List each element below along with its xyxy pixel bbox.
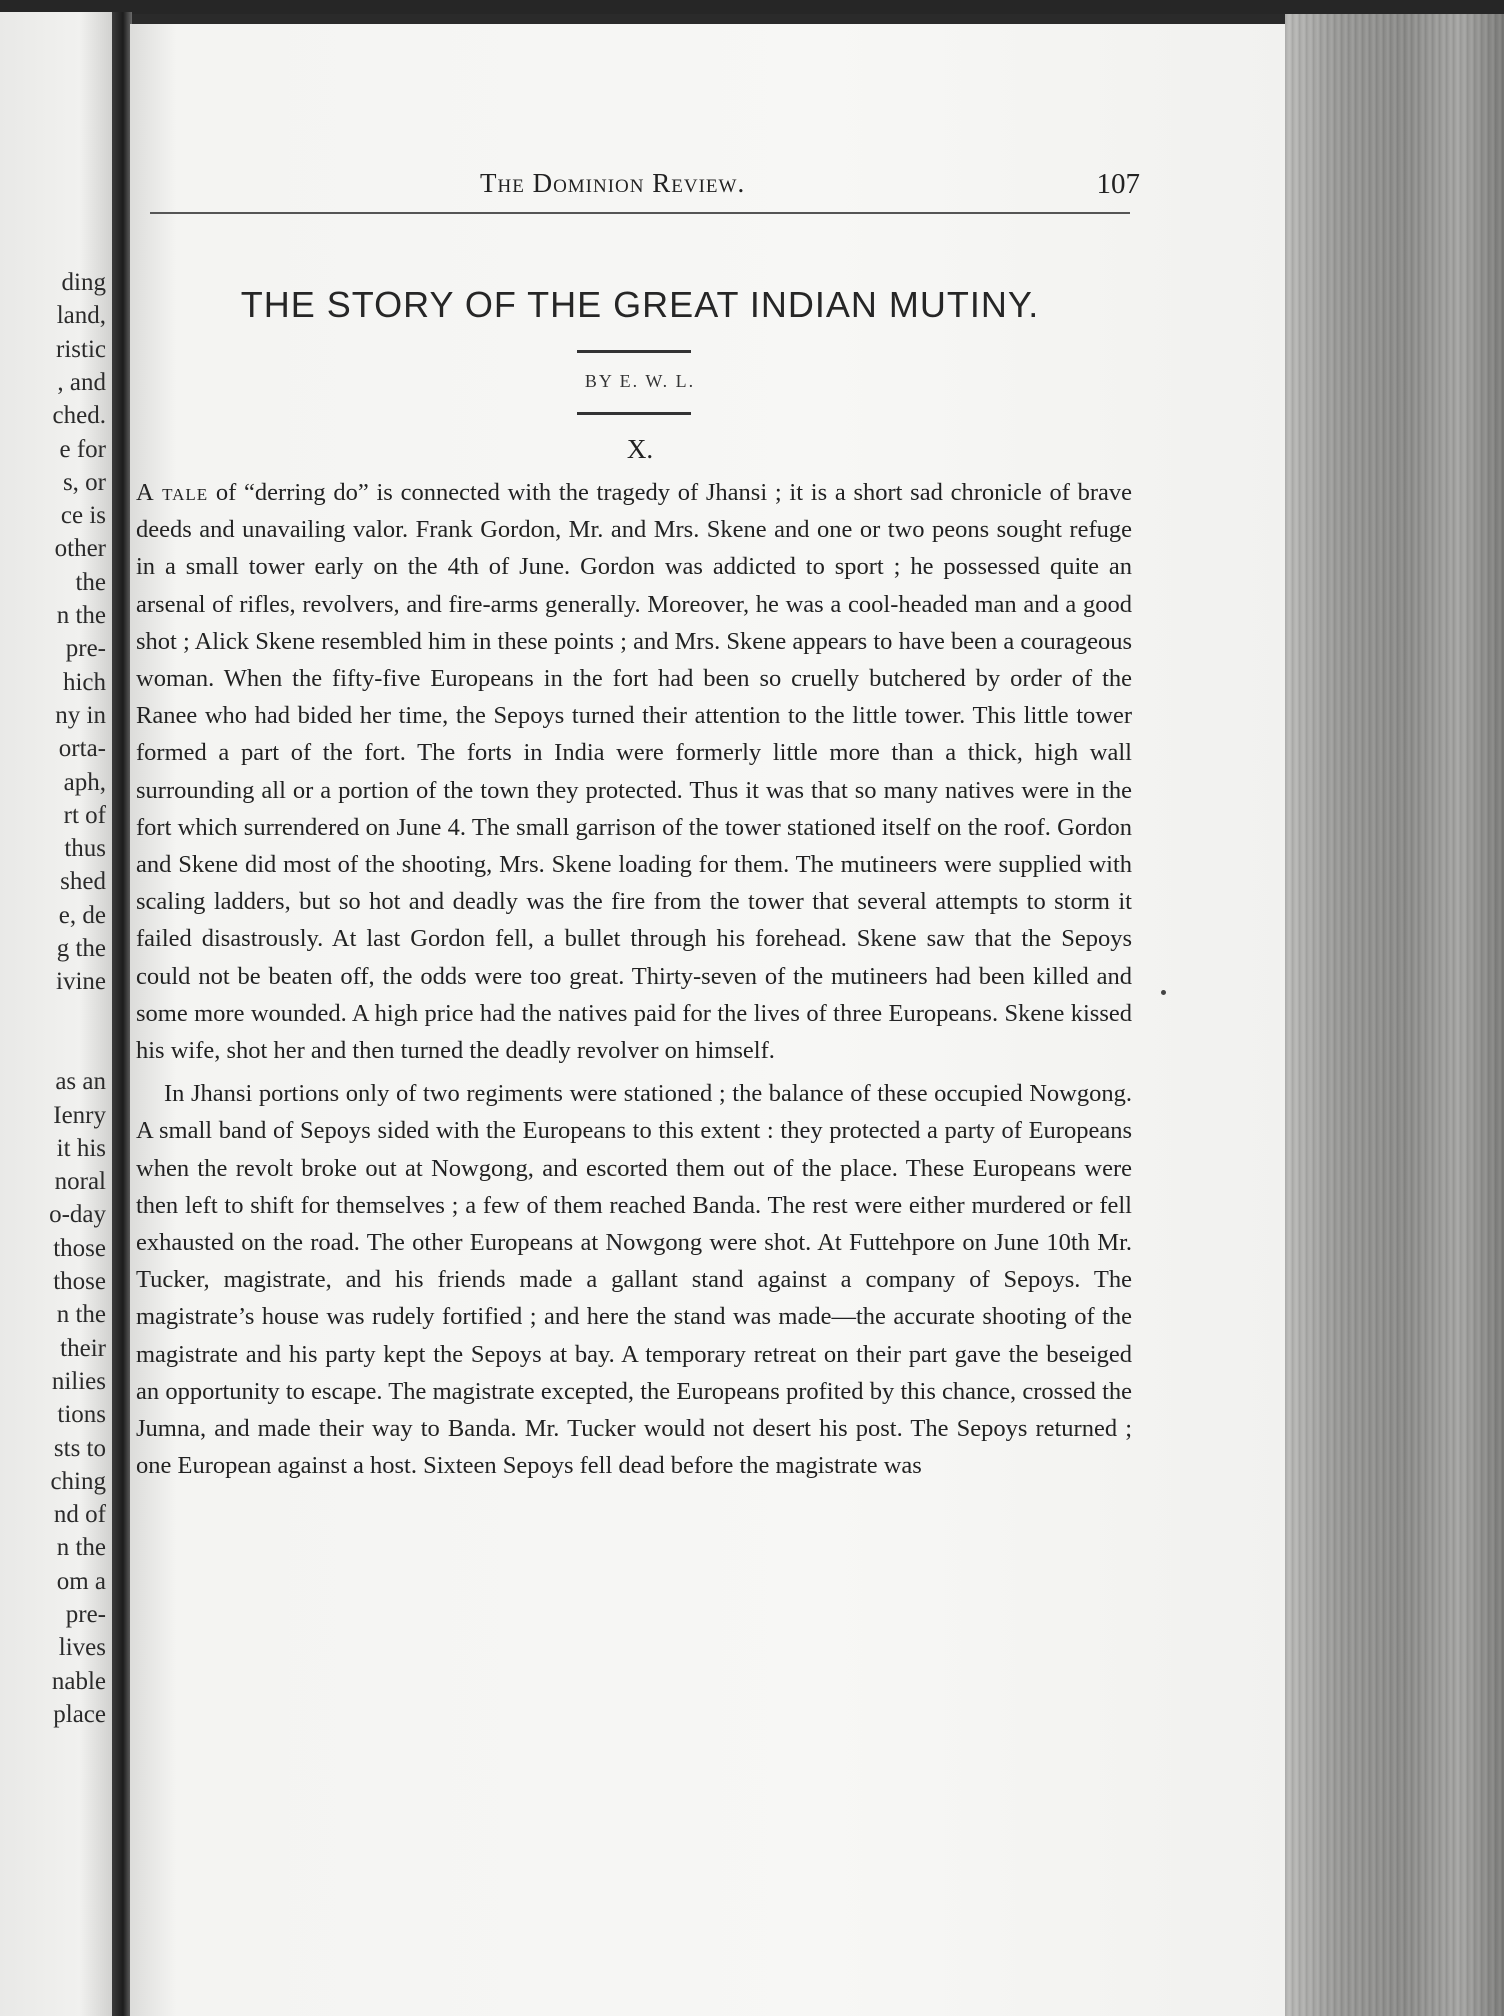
left-page-fragment: their xyxy=(60,1334,106,1362)
left-page-fragment: pre- xyxy=(65,1601,106,1628)
left-page-fragment: o-day xyxy=(49,1201,106,1229)
left-page-fragment: it his xyxy=(56,1134,106,1162)
left-page-fragment: other xyxy=(54,535,106,563)
left-page-fragment: sts to xyxy=(53,1434,106,1462)
left-facing-page xyxy=(0,12,114,2016)
left-page-fragment: ivine xyxy=(56,968,106,996)
article-title: THE STORY OF THE GREAT INDIAN MUTINY. xyxy=(240,284,1040,325)
page-number: 107 xyxy=(1096,168,1140,200)
paragraph-2: In Jhansi portions only of two regiments were stationed ; the balance of these occupied Nowgong. A small band of Sepoys sided with the Europeans to this extent : they protected a party of Europeans when the revolt broke out at Nowgong, and escorted them out of the place. These Europeans were then left to shift for themselves ; a few of them reached Banda. The rest were either murdered or fell exhausted on the road. The other Europeans at Nowgong were shot. At Futtehpore on June 10th Mr. Tucker, magistrate, and his friends made a gallant stand against a company of Sepoys. The magistrate’s house was rudely fortified ; and here the stand was made—the accurate shooting of the magistrate and his party kept the Sepoys at bay. A temporary retreat on their part gave the beseiged an opportunity to escape. The magistrate excepted, the Europeans profited by this chance, crossed the Jumna, and made their way to Banda. Mr. Tucker would not desert his post. The Sepoys returned ; one European against a host. Sixteen Sepoys fell dead before the magistrate was xyxy=(136,1080,1132,1480)
left-page-fragment: ny in xyxy=(55,701,106,729)
left-page-fragment: those xyxy=(53,1234,106,1262)
left-page-fragment: thus xyxy=(64,835,106,863)
section-number: X. xyxy=(626,434,654,464)
left-page-fragment: tions xyxy=(57,1401,106,1429)
left-page-fragment: those xyxy=(53,1268,106,1295)
left-page-fragment: lives xyxy=(58,1634,106,1662)
left-page-fragment: s, or xyxy=(62,468,106,496)
title-rule-top xyxy=(577,350,691,353)
paragraph-1-text: of “derring do” is connected with the tragedy of Jhansi ; it is a short sad chronicle of brave deeds and unavailing valor. Frank Gordon, Mr. and Mrs. Skene and one or two peons sought refuge in a small tower early on the 4th of June. Gordon was addicted to sport ; he possessed quite an arsenal of rifles, revolvers, and fire-arms generally. Moreover, he was a cool-headed man and a good shot ; Alick Skene resembled him in these points ; and Mrs. Skene appears to have been a courageous woman. When the fifty-five Europeans in the fort had been so cruelly butchered by order of the Ranee who had bided her time, the Sepoys turned their attention to the little tower. This little tower formed a part of the fort. The forts in India were formerly little more than a thick, high wall surrounding all or a portion of the town they protected. Thus it was that so many natives were in the fort which surrendered on June 4. The small garrison of the tower stationed itself on the roof. Gordon and Skene did most of the shooting, Mrs. Skene loading for them. The mutineers were supplied with scaling ladders, but so hot and deadly was the fire from the tower that several attempts to storm it failed disastrously. At last Gordon fell, a bullet through his forehead. Skene saw that the Sepoys could not be beaten off, the odds were too great. Thirty-seven of the mutineers had been killed and some more wounded. A high price had the natives paid for the lives of three Europeans. Skene kissed his wife, shot her and then turned the deadly revolver on himself. xyxy=(136,479,1132,1065)
paragraph-1 xyxy=(136,474,1132,1069)
left-page-fragment: nilies xyxy=(51,1367,106,1395)
header-rule xyxy=(150,212,1130,214)
scan-top-edge xyxy=(0,0,1504,14)
left-page-fragment: ching xyxy=(50,1467,106,1495)
left-page-fragment: nd of xyxy=(53,1501,106,1529)
left-page-fragment: the xyxy=(75,568,106,596)
left-page-fragment: rt of xyxy=(63,801,106,829)
left-page-fragment: place xyxy=(53,1700,106,1728)
left-page-fragment: orta- xyxy=(58,735,106,763)
article-body xyxy=(136,474,1132,1484)
left-page-fragment: Ienry xyxy=(53,1101,106,1129)
left-page-fragment: ce is xyxy=(60,502,106,530)
left-page-fragment: ched. xyxy=(52,402,106,430)
left-page-fragment: land, xyxy=(56,302,106,330)
left-page-fragment: , and xyxy=(57,368,106,396)
title-rule-bottom xyxy=(577,412,691,415)
left-page-fragment: e, de xyxy=(58,901,106,929)
left-page-fragment: om a xyxy=(56,1567,106,1595)
left-page-fragment: n the xyxy=(56,1301,106,1329)
lead-smallcaps: A tale xyxy=(136,479,209,506)
left-page-fragment: ristic xyxy=(56,335,106,363)
left-page-fragment: g the xyxy=(56,935,106,962)
running-header xyxy=(150,168,1140,216)
left-page-fragment: nable xyxy=(51,1667,106,1695)
left-page-fragment: n the xyxy=(56,1534,106,1562)
left-page-fragment: noral xyxy=(54,1168,106,1196)
left-page-fragment: as an xyxy=(55,1068,106,1096)
left-page-fragment: n the xyxy=(56,602,106,629)
left-page-fragment: shed xyxy=(60,868,106,896)
left-page-fragment: pre- xyxy=(65,635,106,663)
margin-dot xyxy=(1161,990,1166,995)
book-gutter xyxy=(112,12,132,2016)
byline: BY E. W. L. xyxy=(584,371,696,391)
left-page-fragment: aph, xyxy=(63,768,106,796)
running-title: The Dominion Review. xyxy=(480,168,746,198)
left-page-fragment: hich xyxy=(62,668,106,696)
left-page-fragment: e for xyxy=(59,435,106,463)
page-edges xyxy=(1285,14,1504,2016)
left-page-fragment: ding xyxy=(61,269,106,296)
